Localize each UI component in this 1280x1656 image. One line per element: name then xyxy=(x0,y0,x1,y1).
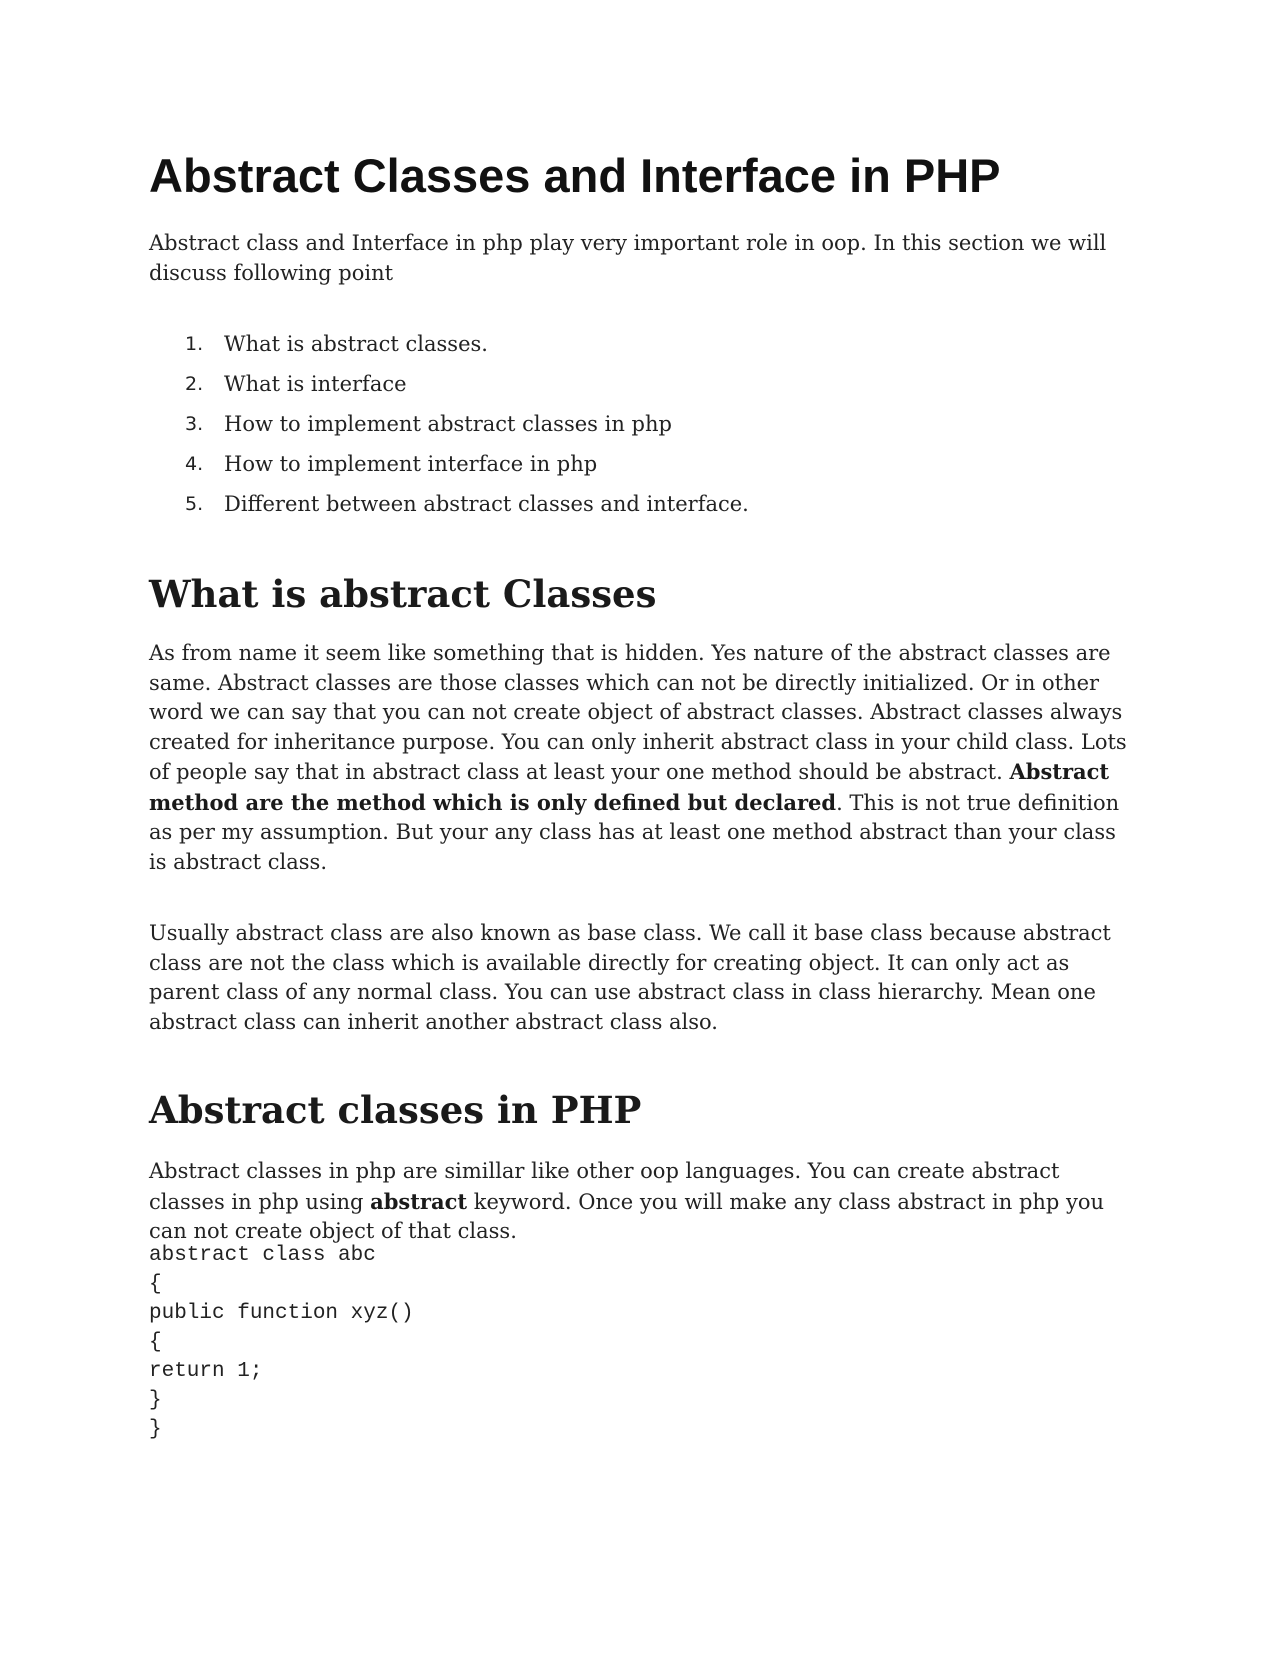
base-class-paragraph: Usually abstract class are also known as base class. We call it base class because abstract class are not the class which is available directly for creating object. It can only act as parent class of any normal class. You can use abstract class in class hierarchy. Mean one abstract class can inherit another abstract class also. xyxy=(149,921,1111,1034)
list-text: How to implement interface in php xyxy=(224,452,598,476)
abstract-classes-paragraph xyxy=(149,639,1139,877)
code-block xyxy=(149,1241,414,1444)
list-text: What is interface xyxy=(224,372,407,396)
list-text: What is abstract classes. xyxy=(224,332,488,356)
section-heading-abstract-classes: What is abstract Classes xyxy=(149,572,657,616)
abstract-keyword: abstract xyxy=(370,1188,468,1214)
paragraph-text: As from name it seem like something that is hidden. Yes nature of the abstract classes are same. Abstract classes are those classes which can not be directly initialized. Or in other word we can say that you can not create object of abstract classes. Abstract classes always created for inheritance purpose. You can only inherit abstract class in your child class. Lots of people say that in abstract class at least your one method should be abstract. xyxy=(149,641,1127,784)
paragraph-text: Abstract classes in php are simillar like other oop languages. You can create abstract classes in php using xyxy=(149,1159,1060,1214)
intro-paragraph: Abstract class and Interface in php play very important role in oop. In this section we will discuss following point xyxy=(149,231,1107,285)
list-number: 1. xyxy=(185,333,204,355)
list-number: 5. xyxy=(185,493,204,515)
list-number: 3. xyxy=(185,413,204,435)
section-heading-abstract-php: Abstract classes in PHP xyxy=(149,1088,642,1132)
abstract-php-paragraph xyxy=(149,1157,1139,1247)
list-text: How to implement abstract classes in php xyxy=(224,412,672,436)
code-line: { xyxy=(149,1273,162,1296)
bold-definition: Abstract method are the method which is only defined but declared xyxy=(149,759,1110,815)
code-line: public function xyz() xyxy=(149,1302,414,1325)
code-line: } xyxy=(149,1389,162,1412)
code-line: return 1; xyxy=(149,1360,263,1383)
paragraph-text: keyword. Once you will make any class abstract in php you can not create object of that class. xyxy=(149,1189,1105,1243)
list-number: 4. xyxy=(185,453,204,475)
code-line: abstract class abc xyxy=(149,1244,376,1267)
list-number: 2. xyxy=(185,373,204,395)
list-text: Different between abstract classes and interface. xyxy=(224,492,749,516)
paragraph-text: . This is not true definition as per my assumption. But your any class has at least one method abstract than your class is abstract class. xyxy=(149,790,1120,874)
code-line: } xyxy=(149,1418,162,1441)
code-line: { xyxy=(149,1331,162,1354)
page-title: Abstract Classes and Interface in PHP xyxy=(149,149,1001,202)
